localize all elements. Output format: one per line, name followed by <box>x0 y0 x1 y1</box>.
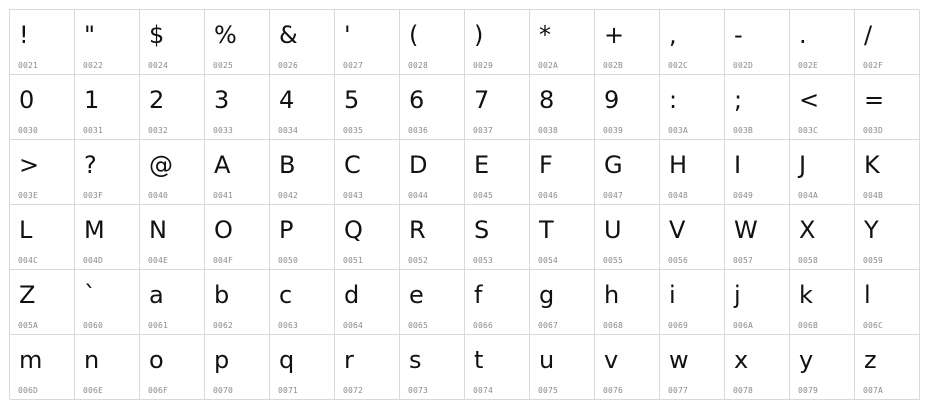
glyph-codepoint: 0060 <box>83 321 104 330</box>
glyph-codepoint: 0024 <box>148 61 169 70</box>
glyph-cell[interactable] <box>595 140 660 205</box>
glyph-codepoint: 0069 <box>668 321 689 330</box>
glyph-character: , <box>669 21 677 49</box>
glyph-codepoint: 004C <box>18 256 39 265</box>
glyph-character: M <box>84 216 105 244</box>
glyph-codepoint: 005A <box>18 321 39 330</box>
glyph-character: f <box>474 281 483 309</box>
glyph-codepoint: 0049 <box>733 191 754 200</box>
glyph-character: A <box>214 151 231 179</box>
glyph-codepoint: 0075 <box>538 386 559 395</box>
glyph-cell[interactable] <box>205 10 270 75</box>
glyph-codepoint: 0033 <box>213 126 234 135</box>
glyph-character: S <box>474 216 490 244</box>
glyph-codepoint: 0066 <box>473 321 494 330</box>
glyph-codepoint: 0042 <box>278 191 299 200</box>
glyph-character: K <box>864 151 880 179</box>
glyph-character: ; <box>734 86 743 114</box>
glyph-codepoint: 0061 <box>148 321 169 330</box>
glyph-character: - <box>734 21 743 49</box>
glyph-cell[interactable] <box>660 270 725 335</box>
glyph-character: d <box>344 281 360 309</box>
glyph-cell[interactable] <box>335 335 400 400</box>
glyph-codepoint: 0058 <box>798 256 819 265</box>
glyph-codepoint: 003D <box>863 126 884 135</box>
glyph-codepoint: 002F <box>863 61 884 70</box>
glyph-character: 8 <box>539 86 555 114</box>
glyph-character: D <box>409 151 428 179</box>
glyph-character: = <box>864 86 885 114</box>
glyph-character: v <box>604 346 619 374</box>
glyph-character: 0 <box>19 86 35 114</box>
glyph-character: t <box>474 346 484 374</box>
glyph-character: x <box>734 346 749 374</box>
glyph-codepoint: 0039 <box>603 126 624 135</box>
glyph-character: m <box>19 346 43 374</box>
glyph-cell[interactable] <box>465 270 530 335</box>
glyph-cell[interactable] <box>595 270 660 335</box>
glyph-character: 7 <box>474 86 490 114</box>
glyph-cell[interactable] <box>140 140 205 205</box>
glyph-character: n <box>84 346 100 374</box>
glyph-codepoint: 003B <box>733 126 754 135</box>
glyph-codepoint: 0064 <box>343 321 364 330</box>
glyph-cell[interactable] <box>400 335 465 400</box>
glyph-codepoint: 0038 <box>538 126 559 135</box>
glyph-character: a <box>149 281 164 309</box>
glyph-codepoint: 0050 <box>278 256 299 265</box>
glyph-character: . <box>799 21 807 49</box>
glyph-character: $ <box>149 21 165 49</box>
glyph-codepoint: 0057 <box>733 256 754 265</box>
glyph-character: 3 <box>214 86 230 114</box>
glyph-cell[interactable] <box>10 205 75 270</box>
glyph-cell[interactable] <box>400 10 465 75</box>
glyph-character: B <box>279 151 296 179</box>
glyph-cell[interactable] <box>10 270 75 335</box>
glyph-character: F <box>539 151 553 179</box>
glyph-cell[interactable] <box>855 10 920 75</box>
glyph-codepoint: 004B <box>863 191 884 200</box>
glyph-cell[interactable] <box>465 335 530 400</box>
glyph-character: y <box>799 346 814 374</box>
glyph-character: E <box>474 151 490 179</box>
glyph-codepoint: 006A <box>733 321 754 330</box>
glyph-character: p <box>214 346 230 374</box>
glyph-cell[interactable] <box>10 75 75 140</box>
glyph-cell[interactable] <box>335 140 400 205</box>
glyph-cell[interactable] <box>75 335 140 400</box>
glyph-cell[interactable] <box>335 270 400 335</box>
glyph-codepoint: 0044 <box>408 191 429 200</box>
glyph-character: @ <box>149 151 173 179</box>
glyph-character: ) <box>474 21 484 49</box>
glyph-cell[interactable] <box>140 205 205 270</box>
glyph-character: Z <box>19 281 36 309</box>
glyph-cell[interactable] <box>660 335 725 400</box>
glyph-codepoint: 0032 <box>148 126 169 135</box>
glyph-character: ' <box>344 21 351 49</box>
glyph-codepoint: 0030 <box>18 126 39 135</box>
glyph-cell[interactable] <box>140 10 205 75</box>
glyph-codepoint: 006B <box>798 321 819 330</box>
glyph-cell[interactable] <box>400 270 465 335</box>
glyph-character: Q <box>344 216 363 244</box>
glyph-cell[interactable] <box>400 205 465 270</box>
glyph-codepoint: 002E <box>798 61 819 70</box>
glyph-character: 1 <box>84 86 100 114</box>
glyph-codepoint: 0056 <box>668 256 689 265</box>
glyph-codepoint: 003F <box>83 191 104 200</box>
glyph-character: & <box>279 21 298 49</box>
glyph-cell[interactable] <box>270 140 335 205</box>
glyph-character: < <box>799 86 820 114</box>
glyph-character: C <box>344 151 361 179</box>
glyph-cell[interactable] <box>335 10 400 75</box>
glyph-codepoint: 002B <box>603 61 624 70</box>
glyph-codepoint: 0074 <box>473 386 494 395</box>
glyph-character: O <box>214 216 233 244</box>
glyph-codepoint: 0021 <box>18 61 39 70</box>
glyph-character: : <box>669 86 678 114</box>
glyph-cell[interactable] <box>465 10 530 75</box>
glyph-codepoint: 0045 <box>473 191 494 200</box>
glyph-cell[interactable] <box>465 140 530 205</box>
glyph-codepoint: 002D <box>733 61 754 70</box>
glyph-codepoint: 0072 <box>343 386 364 395</box>
glyph-codepoint: 004E <box>148 256 169 265</box>
glyph-codepoint: 0068 <box>603 321 624 330</box>
glyph-character: ( <box>409 21 419 49</box>
glyph-cell[interactable] <box>10 10 75 75</box>
glyph-cell[interactable] <box>790 335 855 400</box>
glyph-codepoint: 0036 <box>408 126 429 135</box>
glyph-cell[interactable] <box>660 75 725 140</box>
glyph-cell[interactable] <box>270 335 335 400</box>
glyph-cell[interactable] <box>855 140 920 205</box>
glyph-cell[interactable] <box>140 270 205 335</box>
glyph-cell[interactable] <box>205 75 270 140</box>
glyph-cell[interactable] <box>595 10 660 75</box>
glyph-character: R <box>409 216 426 244</box>
glyph-codepoint: 0028 <box>408 61 429 70</box>
glyph-cell[interactable] <box>140 75 205 140</box>
glyph-codepoint: 0063 <box>278 321 299 330</box>
glyph-cell[interactable] <box>400 140 465 205</box>
glyph-cell[interactable] <box>530 75 595 140</box>
glyph-cell[interactable] <box>790 270 855 335</box>
glyph-cell[interactable] <box>790 75 855 140</box>
glyph-cell[interactable] <box>205 205 270 270</box>
glyph-cell[interactable] <box>205 270 270 335</box>
glyph-character: > <box>19 151 40 179</box>
glyph-codepoint: 006C <box>863 321 884 330</box>
glyph-cell[interactable] <box>400 75 465 140</box>
glyph-character: s <box>409 346 422 374</box>
glyph-character: L <box>19 216 33 244</box>
glyph-cell[interactable] <box>595 75 660 140</box>
glyph-cell[interactable] <box>660 140 725 205</box>
glyph-cell[interactable] <box>790 10 855 75</box>
glyph-codepoint: 0073 <box>408 386 429 395</box>
glyph-codepoint: 0079 <box>798 386 819 395</box>
glyph-cell[interactable] <box>270 270 335 335</box>
glyph-cell[interactable] <box>530 335 595 400</box>
glyph-codepoint: 004D <box>83 256 104 265</box>
glyph-cell[interactable] <box>660 205 725 270</box>
glyph-codepoint: 0048 <box>668 191 689 200</box>
glyph-character: G <box>604 151 623 179</box>
glyph-codepoint: 002A <box>538 61 559 70</box>
glyph-character: ` <box>84 281 96 309</box>
glyph-character: g <box>539 281 555 309</box>
glyph-codepoint: 0071 <box>278 386 299 395</box>
glyph-cell[interactable] <box>725 205 790 270</box>
glyph-cell[interactable] <box>595 205 660 270</box>
glyph-cell[interactable] <box>530 270 595 335</box>
glyph-codepoint: 0037 <box>473 126 494 135</box>
glyph-codepoint: 0059 <box>863 256 884 265</box>
glyph-cell[interactable] <box>270 10 335 75</box>
glyph-codepoint: 0029 <box>473 61 494 70</box>
glyph-cell[interactable] <box>660 10 725 75</box>
glyph-character: I <box>734 151 742 179</box>
glyph-character: P <box>279 216 294 244</box>
glyph-character: ! <box>19 21 29 49</box>
glyph-cell[interactable] <box>270 75 335 140</box>
glyph-character: q <box>279 346 295 374</box>
glyph-codepoint: 0026 <box>278 61 299 70</box>
glyph-character: b <box>214 281 230 309</box>
glyph-cell[interactable] <box>10 335 75 400</box>
glyph-codepoint: 0078 <box>733 386 754 395</box>
glyph-character: ? <box>84 151 97 179</box>
glyph-cell[interactable] <box>335 75 400 140</box>
glyph-codepoint: 0035 <box>343 126 364 135</box>
glyph-codepoint: 006E <box>83 386 104 395</box>
glyph-codepoint: 0043 <box>343 191 364 200</box>
glyph-codepoint: 003E <box>18 191 39 200</box>
glyph-character: N <box>149 216 167 244</box>
glyph-cell[interactable] <box>790 140 855 205</box>
glyph-character: 9 <box>604 86 620 114</box>
glyph-character: r <box>344 346 354 374</box>
glyph-character: V <box>669 216 686 244</box>
glyph-codepoint: 0062 <box>213 321 234 330</box>
glyph-cell[interactable] <box>725 335 790 400</box>
glyph-character: 4 <box>279 86 295 114</box>
glyph-cell[interactable] <box>725 10 790 75</box>
glyph-codepoint: 0027 <box>343 61 364 70</box>
glyph-character: e <box>409 281 424 309</box>
glyph-codepoint: 0070 <box>213 386 234 395</box>
glyph-codepoint: 0046 <box>538 191 559 200</box>
glyph-cell[interactable] <box>725 140 790 205</box>
glyph-codepoint: 0053 <box>473 256 494 265</box>
glyph-cell[interactable] <box>75 75 140 140</box>
glyph-cell[interactable] <box>855 270 920 335</box>
glyph-codepoint: 007A <box>863 386 884 395</box>
glyph-codepoint: 0067 <box>538 321 559 330</box>
glyph-cell[interactable] <box>530 205 595 270</box>
glyph-character: k <box>799 281 813 309</box>
glyph-cell[interactable] <box>140 335 205 400</box>
glyph-cell[interactable] <box>75 10 140 75</box>
glyph-character: u <box>539 346 555 374</box>
glyph-character: 5 <box>344 86 360 114</box>
glyph-codepoint: 0041 <box>213 191 234 200</box>
glyph-codepoint: 0051 <box>343 256 364 265</box>
glyph-cell[interactable] <box>855 335 920 400</box>
glyph-cell[interactable] <box>205 335 270 400</box>
glyph-cell[interactable] <box>270 205 335 270</box>
glyph-codepoint: 0040 <box>148 191 169 200</box>
glyph-codepoint: 0076 <box>603 386 624 395</box>
glyph-cell[interactable] <box>530 140 595 205</box>
glyph-codepoint: 0047 <box>603 191 624 200</box>
glyph-codepoint: 0055 <box>603 256 624 265</box>
glyph-codepoint: 002C <box>668 61 689 70</box>
glyph-cell[interactable] <box>75 205 140 270</box>
glyph-character: " <box>84 21 96 49</box>
glyph-character: U <box>604 216 622 244</box>
glyph-codepoint: 0054 <box>538 256 559 265</box>
glyph-character: X <box>799 216 816 244</box>
glyph-character: o <box>149 346 164 374</box>
glyph-codepoint: 0031 <box>83 126 104 135</box>
glyph-cell[interactable] <box>855 75 920 140</box>
glyph-cell[interactable] <box>10 140 75 205</box>
glyph-cell[interactable] <box>75 270 140 335</box>
glyph-codepoint: 0022 <box>83 61 104 70</box>
glyph-character: l <box>864 281 871 309</box>
glyph-character: 6 <box>409 86 425 114</box>
glyph-cell[interactable] <box>595 335 660 400</box>
glyph-character: W <box>734 216 758 244</box>
glyph-character: / <box>864 21 873 49</box>
glyph-cell[interactable] <box>75 140 140 205</box>
glyph-codepoint: 004F <box>213 256 234 265</box>
glyph-character: i <box>669 281 676 309</box>
glyph-character: 2 <box>149 86 165 114</box>
glyph-character: * <box>539 21 551 49</box>
glyph-character: T <box>539 216 554 244</box>
character-map-grid <box>9 9 919 399</box>
glyph-cell[interactable] <box>725 270 790 335</box>
glyph-codepoint: 0034 <box>278 126 299 135</box>
glyph-character: J <box>799 151 807 179</box>
glyph-character: H <box>669 151 688 179</box>
glyph-cell[interactable] <box>855 205 920 270</box>
glyph-character: % <box>214 21 237 49</box>
glyph-codepoint: 0025 <box>213 61 234 70</box>
glyph-codepoint: 0052 <box>408 256 429 265</box>
glyph-character: h <box>604 281 620 309</box>
glyph-character: j <box>734 281 741 309</box>
glyph-character: Y <box>864 216 879 244</box>
glyph-codepoint: 0077 <box>668 386 689 395</box>
glyph-cell[interactable] <box>335 205 400 270</box>
glyph-codepoint: 006F <box>148 386 169 395</box>
glyph-codepoint: 003A <box>668 126 689 135</box>
glyph-codepoint: 004A <box>798 191 819 200</box>
glyph-codepoint: 0065 <box>408 321 429 330</box>
glyph-character: + <box>604 21 625 49</box>
glyph-cell[interactable] <box>205 140 270 205</box>
glyph-character: c <box>279 281 293 309</box>
glyph-cell[interactable] <box>725 75 790 140</box>
glyph-cell[interactable] <box>530 10 595 75</box>
glyph-cell[interactable] <box>465 205 530 270</box>
glyph-cell[interactable] <box>790 205 855 270</box>
glyph-character: z <box>864 346 877 374</box>
glyph-codepoint: 003C <box>798 126 819 135</box>
glyph-cell[interactable] <box>465 75 530 140</box>
glyph-codepoint: 006D <box>18 386 39 395</box>
glyph-character: w <box>669 346 689 374</box>
